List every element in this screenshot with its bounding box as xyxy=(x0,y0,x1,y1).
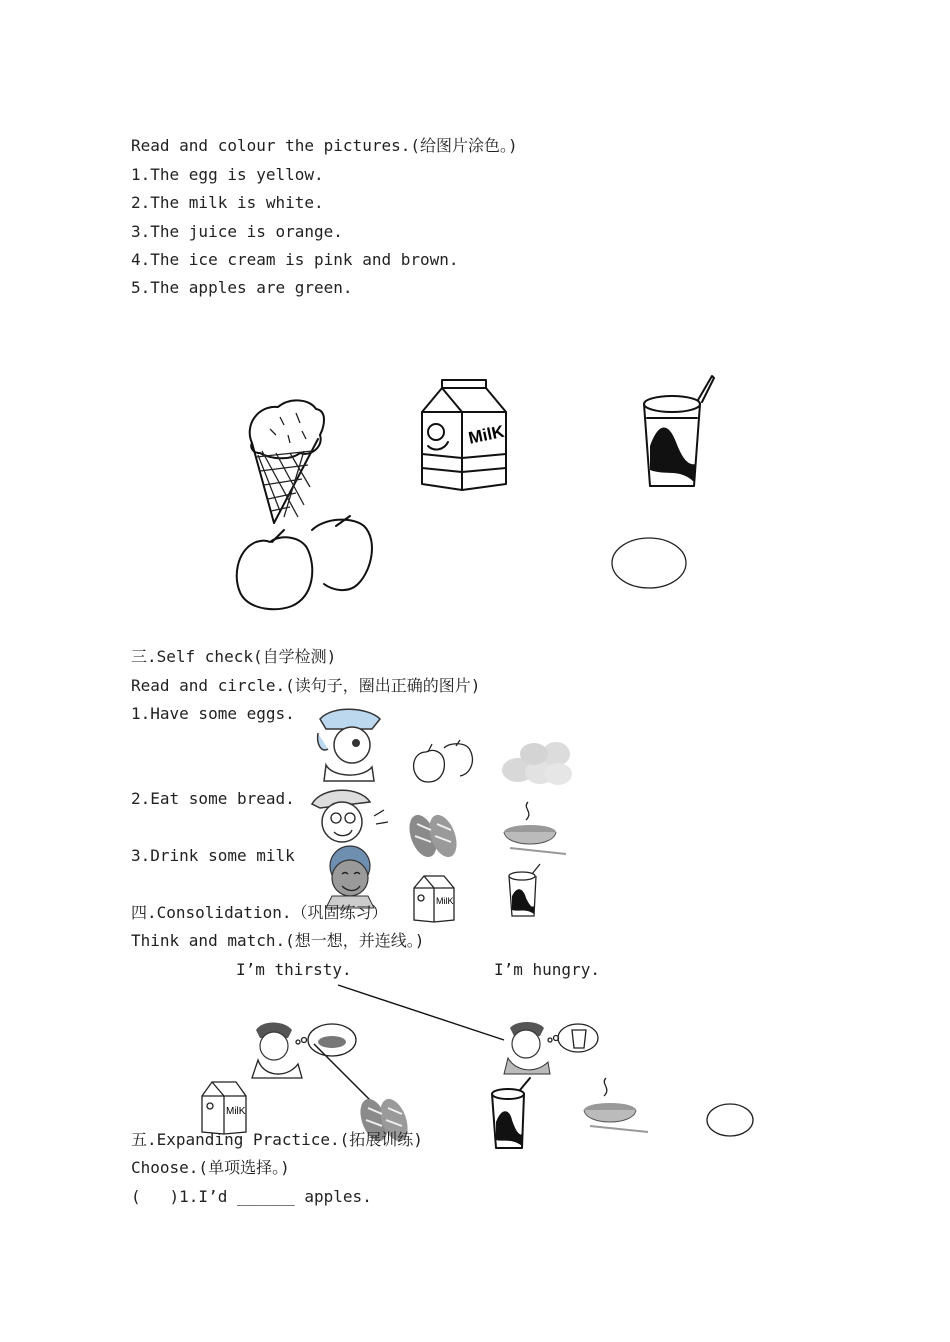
colour-sentence-3: 3.The juice is orange. xyxy=(131,222,343,241)
self-check-instruction: Read and circle.(读句子，圈出正确的图片) xyxy=(131,676,481,695)
juice-cup-match-icon xyxy=(488,1076,536,1152)
self-check-item-1: 1.Have some eggs. xyxy=(131,704,295,723)
milk-carton-match-icon xyxy=(200,1076,250,1136)
expanding-heading: 五.Expanding Practice.(拓展训练) xyxy=(131,1130,423,1149)
soup-bowl-match-icon xyxy=(582,1076,652,1136)
thirsty-sentence: I’m thirsty. xyxy=(236,960,352,979)
kid-thinking-food-icon xyxy=(248,1020,360,1080)
colour-sentence-1: 1.The egg is yellow. xyxy=(131,165,324,184)
expanding-question-1: ( )1.I’d ______ apples. xyxy=(131,1187,372,1206)
milk-carton-label: MilK xyxy=(466,421,506,448)
hungry-sentence: I’m hungry. xyxy=(494,960,600,979)
colour-sentence-4: 4.The ice cream is pink and brown. xyxy=(131,250,459,269)
self-check-item-3: 3.Drink some milk xyxy=(131,846,295,865)
self-check-heading: 三.Self check(自学检测) xyxy=(131,647,337,666)
colour-instruction: Read and colour the pictures.(给图片涂色。) xyxy=(131,136,518,155)
kid-thinking-drink-icon xyxy=(504,1020,600,1076)
colour-sentence-2: 2.The milk is white. xyxy=(131,193,324,212)
expanding-instruction: Choose.(单项选择。) xyxy=(131,1158,290,1177)
consolidation-heading: 四.Consolidation.（巩固练习） xyxy=(131,903,388,922)
consolidation-instruction: Think and match.(想一想，并连线。) xyxy=(131,931,425,950)
milk-carton-match-label: MilK xyxy=(226,1106,246,1117)
egg-oval-match-icon xyxy=(705,1102,757,1140)
colour-sentence-5: 5.The apples are green. xyxy=(131,278,353,297)
self-check-item-2: 2.Eat some bread. xyxy=(131,789,295,808)
small-milk-carton-label: MilK xyxy=(436,896,454,906)
